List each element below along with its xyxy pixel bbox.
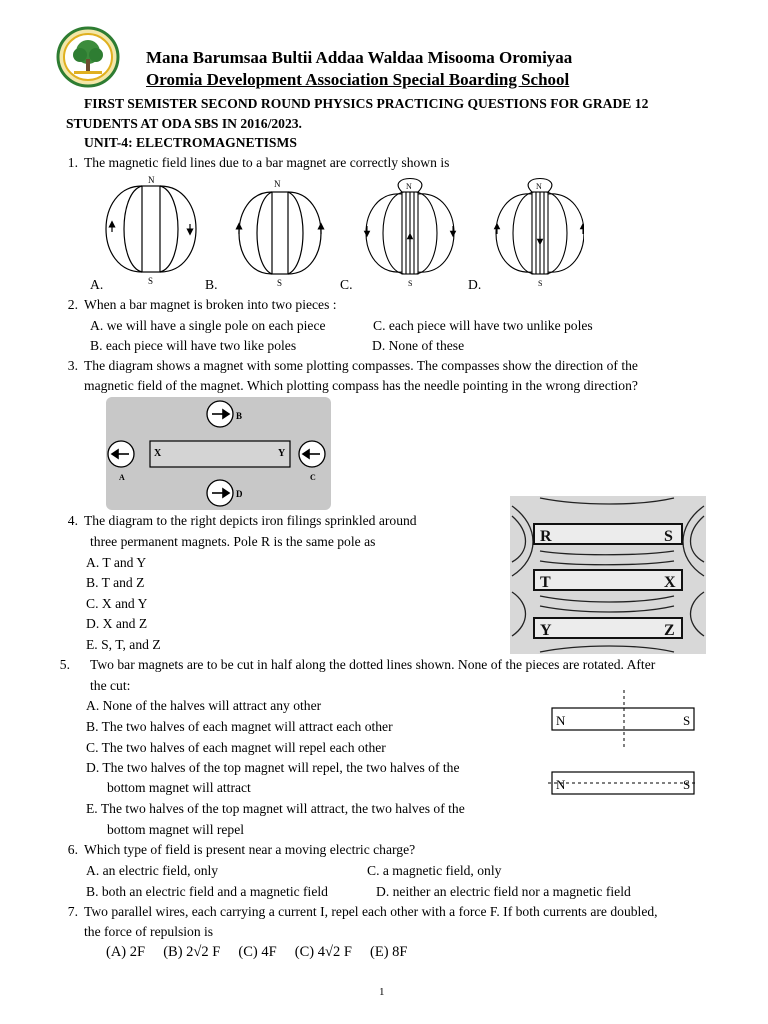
q3-compass-c-label: C (310, 473, 316, 482)
q2-number: 2. (67, 297, 78, 312)
q1b-pole-n: N (274, 179, 281, 189)
q4-option-c: C. X and Y (86, 596, 148, 611)
q2-option-d: D. None of these (372, 338, 465, 353)
q5-top-pole-n: N (556, 713, 566, 728)
q4-option-e: E. S, T, and Z (86, 637, 161, 652)
q1b-pole-s: S (277, 278, 283, 288)
q3-magnet-end-y: Y (278, 448, 286, 459)
q4-option-d: D. X and Z (86, 616, 148, 631)
header-school-name-english: Oromia Development Association Special Boarding School (146, 70, 570, 89)
q1-option-a-label: A. (90, 277, 104, 292)
q6-option-d: D. neither an electric field nor a magnetic field (376, 884, 631, 899)
q1-field-line-diagrams (84, 172, 584, 292)
q6-option-a: A. an electric field, only (86, 863, 219, 878)
q1c-pole-n: N (406, 182, 412, 191)
q5-option-e-line2: bottom magnet will repel (107, 822, 245, 837)
q5-number: 5. (59, 657, 70, 672)
q2-option-a: A. we will have a single pole on each piece (90, 318, 326, 333)
q4-text-line2: three permanent magnets. Pole R is the same pole as (90, 534, 376, 549)
q6-text: Which type of field is present near a moving electric charge? (84, 842, 416, 857)
unit-heading: UNIT-4: ELECTROMAGNETISMS (84, 135, 297, 150)
q4-pole-z: Z (664, 622, 675, 639)
q1-option-c-label: C. (340, 277, 353, 292)
document-title-line1: FIRST SEMISTER SECOND ROUND PHYSICS PRACTICING QUESTIONS FOR GRADE 12 (84, 96, 649, 111)
q5-text-line2: the cut: (90, 678, 131, 693)
q7-text-line2: the force of repulsion is (84, 924, 214, 939)
q5-bar-magnets-diagram (548, 688, 698, 798)
q2-option-c: C. each piece will have two unlike poles (373, 318, 593, 333)
page-number: 1 (379, 986, 385, 998)
q1d-pole-n: N (536, 182, 542, 191)
q2-text: When a bar magnet is broken into two pieces : (84, 297, 337, 312)
q5-option-d-line1: D. The two halves of the top magnet will repel, the two halves of the (86, 760, 460, 775)
q3-compass-diagram (106, 397, 331, 510)
q5-option-a: A. None of the halves will attract any other (86, 698, 322, 713)
q4-iron-filings-diagram (510, 496, 706, 654)
q3-magnet-end-x: X (154, 448, 162, 459)
q5-bottom-pole-n: N (556, 777, 566, 792)
q3-compass-b-label: B (236, 411, 243, 421)
document-title-line2: STUDENTS AT ODA SBS IN 2016/2023. (66, 116, 302, 131)
q5-bottom-pole-s: S (683, 777, 691, 792)
q4-pole-s: S (664, 528, 673, 545)
q4-pole-y: Y (540, 622, 552, 639)
q6-option-c: C. a magnetic field, only (367, 863, 502, 878)
q5-top-pole-s: S (683, 713, 691, 728)
school-logo (56, 26, 120, 88)
q6-option-b: B. both an electric field and a magnetic field (86, 884, 328, 899)
q3-number: 3. (67, 358, 78, 373)
q5-text-line1: Two bar magnets are to be cut in half along the dotted lines shown. None of the pieces are rotated. After (90, 657, 656, 672)
q1d-pole-s: S (538, 279, 543, 288)
q2-option-b: B. each piece will have two like poles (90, 338, 297, 353)
q1a-pole-s: S (148, 276, 154, 286)
q4-pole-r: R (540, 528, 552, 545)
q7-options: (A) 2F (B) 2√2 F (C) 4F (C) 4√2 F (E) 8F (106, 944, 408, 960)
q1-number: 1. (67, 155, 78, 170)
q4-pole-t: T (540, 574, 551, 591)
q6-number: 6. (67, 842, 78, 857)
q1-option-b-label: B. (205, 277, 218, 292)
q3-text-line2: magnetic field of the magnet. Which plotting compass has the needle pointing in the wrong direction? (84, 378, 638, 393)
q4-text-line1: The diagram to the right depicts iron filings sprinkled around (84, 513, 417, 528)
q4-number: 4. (67, 513, 78, 528)
q1-option-d-label: D. (468, 277, 482, 292)
q3-compass-d-label: D (236, 489, 243, 499)
header-school-name-oromo: Mana Barumsaa Bultii Addaa Waldaa Misooma Oromiyaa (146, 48, 573, 67)
q1-text: The magnetic field lines due to a bar magnet are correctly shown is (84, 155, 450, 170)
q7-text-line1: Two parallel wires, each carrying a current I, repel each other with a force F. If both currents are doubled, (84, 904, 658, 919)
q1a-pole-n: N (148, 175, 155, 185)
q4-option-b: B. T and Z (86, 575, 145, 590)
q1c-pole-s: S (408, 279, 413, 288)
q4-option-a: A. T and Y (86, 555, 147, 570)
q5-option-e-line1: E. The two halves of the top magnet will attract, the two halves of the (86, 801, 465, 816)
q5-option-b: B. The two halves of each magnet will attract each other (86, 719, 393, 734)
q5-option-d-line2: bottom magnet will attract (107, 780, 251, 795)
q5-option-c: C. The two halves of each magnet will repel each other (86, 740, 386, 755)
q3-text-line1: The diagram shows a magnet with some plotting compasses. The compasses show the direction of the (84, 358, 638, 373)
q4-pole-x: X (664, 574, 676, 591)
q3-compass-a-label: A (119, 473, 125, 482)
q7-number: 7. (67, 904, 78, 919)
